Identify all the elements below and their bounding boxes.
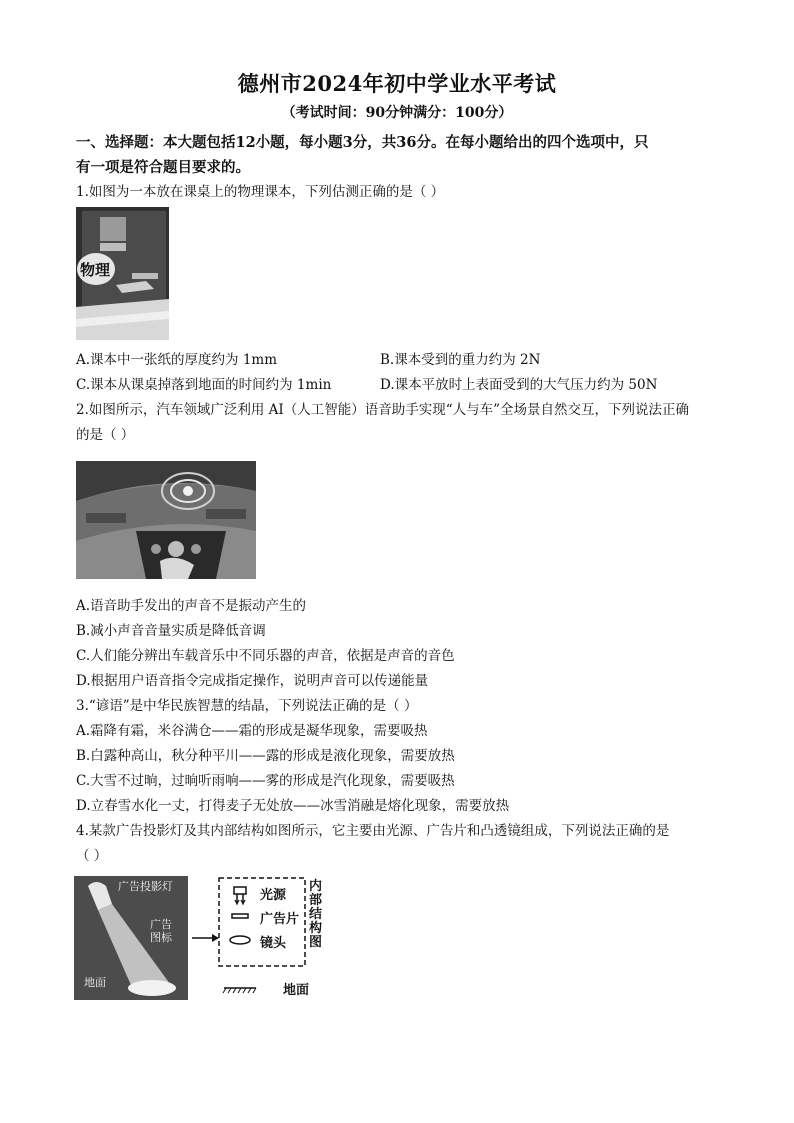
q4-stem-line2: （ ） bbox=[76, 848, 108, 864]
q4-diagram-side-label: 内部结构图 bbox=[309, 879, 323, 950]
q2-option-a: A.语音助手发出的声音不是振动产生的 bbox=[76, 598, 307, 614]
q3-option-c: C.大雪不过晌，过晌听雨响——雾的形成是汽化现象，需要吸热 bbox=[76, 773, 455, 789]
q4-diagram-ground-label: 地面 bbox=[283, 983, 310, 998]
q1-option-c: C.课本从课桌掉落到地面的时间约为 1min bbox=[76, 377, 332, 393]
q4-diagram-film-label: 广告片 bbox=[260, 912, 300, 927]
q1-textbook-photo bbox=[76, 207, 169, 340]
section-heading-line2: 有一项是符合题目要求的。 bbox=[76, 159, 250, 176]
q2-car-dashboard-photo bbox=[76, 461, 256, 579]
q4-film-icon bbox=[232, 914, 248, 918]
q3-option-a: A.霜降有霜，米谷满仓——霜的形成是凝华现象，需要吸热 bbox=[76, 723, 428, 739]
q2-option-c: C.人们能分辨出车载音乐中不同乐器的声音，依据是声音的音色 bbox=[76, 648, 455, 664]
section-heading-line1: 一、选择题：本大题包括12小题，每小题3分，共36分。在每小题给出的四个选项中，只 bbox=[76, 134, 649, 151]
q1-photo-book-title: 物理 bbox=[80, 261, 111, 279]
q4-stem-line1: 4.某款广告投影灯及其内部结构如图所示，它主要由光源、广告片和凸透镜组成，下列说法正确的是 bbox=[76, 823, 670, 839]
q1-option-a: A.课本中一张纸的厚度约为 1mm bbox=[76, 352, 278, 368]
q1-option-b: B.课本受到的重力约为 2N bbox=[380, 352, 541, 368]
exam-subtitle: （考试时间：90分钟满分：100分） bbox=[281, 105, 513, 121]
q3-option-b: B.白露种高山，秋分种平川——露的形成是液化现象，需要放热 bbox=[76, 748, 455, 764]
q2-option-d: D.根据用户语音指令完成指定操作，说明声音可以传递能量 bbox=[76, 673, 429, 689]
q3-option-d: D.立春雪水化一丈，打得麦子无处放——冰雪消融是熔化现象，需要放热 bbox=[76, 798, 510, 814]
section-heading bbox=[76, 130, 721, 180]
q4-diagram-lens-label: 镜头 bbox=[260, 936, 287, 951]
q4-photo-label-ground: 地面 bbox=[84, 976, 106, 989]
q4-light-source-icon bbox=[234, 887, 246, 894]
exam-title: 德州市2024年初中学业水平考试 bbox=[237, 71, 557, 96]
q4-projector-photo bbox=[74, 876, 188, 1000]
q2-stem-line2: 的是（ ） bbox=[76, 427, 135, 443]
q2-stem-line1: 2.如图所示，汽车领域广泛利用 AI（人工智能）语音助手实现“人与车”全场景自然交互，下列说法正确 bbox=[76, 402, 690, 418]
q3-stem: 3.“谚语”是中华民族智慧的结晶，下列说法正确的是（ ） bbox=[76, 698, 418, 714]
q1-stem: 1.如图为一本放在课桌上的物理课本，下列估测正确的是（ ） bbox=[76, 184, 445, 200]
q2-option-b: B.减小声音音量实质是降低音调 bbox=[76, 623, 266, 639]
q1-option-d: D.课本平放时上表面受到的大气压力约为 50N bbox=[380, 377, 658, 393]
q4-diagram-light-source-label: 光源 bbox=[260, 888, 287, 903]
q4-diagram-arrow-head bbox=[212, 934, 219, 942]
q4-photo-label-icon: 广告图标 bbox=[150, 918, 172, 944]
q4-photo-label-lamp: 广告投影灯 bbox=[118, 880, 173, 893]
q4-lens-icon bbox=[230, 936, 250, 944]
